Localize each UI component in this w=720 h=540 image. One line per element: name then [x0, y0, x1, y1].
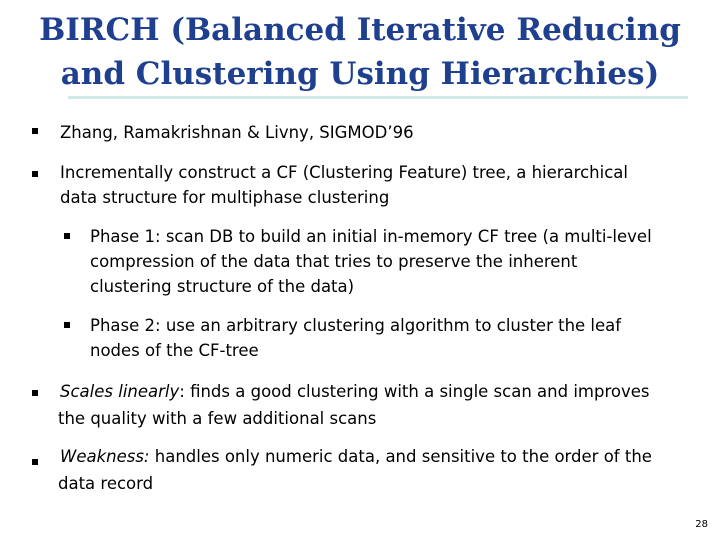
bullet-marker — [32, 390, 38, 396]
sub-bullet-marker — [64, 233, 70, 239]
phase-2-line-1: Phase 2: use an arbitrary clustering algorithm to cluster the leaf — [90, 316, 622, 335]
title-line-1: BIRCH (Balanced Iterative Reducing — [39, 12, 681, 48]
bullet-2-line-2: data structure for multiphase clustering — [60, 188, 390, 207]
weakness-line-2: data record — [58, 474, 154, 493]
title-underline — [68, 96, 688, 99]
bullet-2-line-1: Incrementally construct a CF (Clustering Feature) tree, a hierarchical — [60, 163, 628, 182]
weakness-rest: handles only numeric data, and sensitive to the order of the — [149, 447, 652, 466]
bullet-marker — [32, 128, 38, 134]
slide-title — [0, 8, 720, 96]
sub-bullet-marker — [64, 322, 70, 328]
phase-2-text — [90, 313, 621, 363]
page-number: 28 — [695, 519, 708, 530]
scales-lead: Scales linearly — [60, 382, 180, 401]
weakness-line-1 — [60, 444, 652, 469]
weakness-lead: Weakness: — [60, 447, 150, 466]
scales-line-1 — [60, 379, 649, 404]
title-line-2: and Clustering Using Hierarchies) — [60, 56, 660, 92]
bullet-scales-text — [60, 379, 649, 404]
phase-1-line-3: clustering structure of the data) — [90, 277, 355, 296]
phase-1-line-2: compression of the data that tries to preserve the inherent — [90, 252, 578, 271]
bullet-weakness-text — [60, 444, 652, 469]
bullet-marker — [32, 171, 38, 177]
bullet-1-text: Zhang, Ramakrishnan & Livny, SIGMOD’96 — [60, 123, 414, 142]
bullet-2-text — [60, 160, 628, 210]
scales-line-2: the quality with a few additional scans — [58, 409, 377, 428]
phase-1-line-1: Phase 1: scan DB to build an initial in-memory CF tree (a multi-level — [90, 227, 652, 246]
scales-rest: : finds a good clustering with a single scan and improves — [179, 382, 650, 401]
phase-1-text — [90, 224, 652, 299]
phase-2-line-2: nodes of the CF-tree — [90, 341, 259, 360]
bullet-marker — [32, 459, 38, 465]
